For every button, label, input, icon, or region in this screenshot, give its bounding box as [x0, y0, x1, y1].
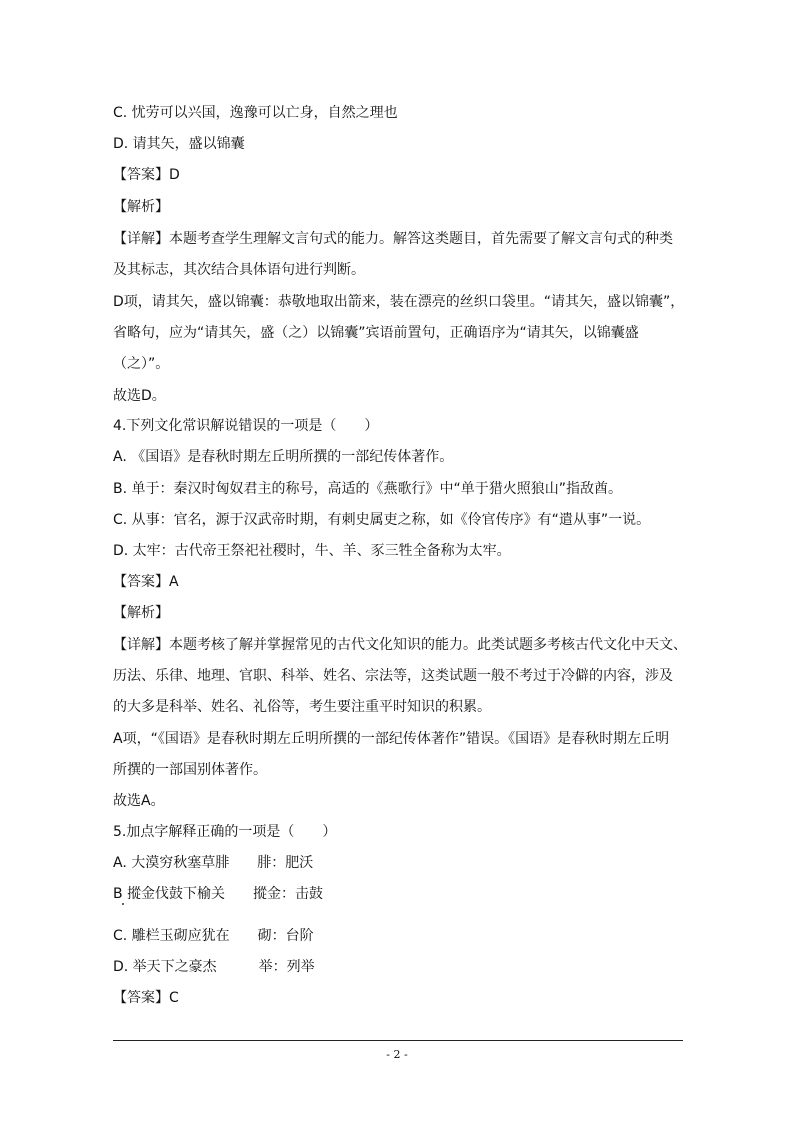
- option-d-q4: D. 太牢：古代帝王祭祀社稷时，牛、羊、豕三牲全备称为太牢。: [113, 543, 511, 559]
- footer-rule: [113, 1040, 683, 1041]
- explanation-q4-line2: 历法、乐律、地理、官职、科举、姓名、宗法等，这类试题一般不考过于冷僻的内容，涉及: [113, 668, 673, 684]
- explanation-q4-line5: 所撰的一部国别体著作。: [113, 762, 267, 778]
- option-b-q5: B 摐金伐鼓下榆关 摐金：击鼓: [113, 886, 324, 902]
- option-b-q4: B. 单于：秦汉时匈奴君主的称号，高适的《燕歌行》中“单于猎火照狼山”指敌酋。: [113, 481, 623, 497]
- option-a-q5: A. 大漠穷秋塞草腓 腓：肥沃: [113, 855, 314, 871]
- option-d-q3: D. 请其矢，盛以锦囊: [113, 136, 245, 152]
- explanation-q3-line4: 省略句，应为“请其矢，盛（之）以锦囊”宾语前置句，正确语序为“请其矢，以锦囊盛: [113, 325, 639, 341]
- option-c-q5: C. 雕栏玉砌应犹在 砌：台阶: [113, 928, 314, 944]
- explanation-q3-line5: （之）”。: [113, 356, 170, 372]
- choice-q4: 故选A。: [113, 793, 165, 809]
- analysis-label-q3: 【解析】: [113, 199, 169, 215]
- explanation-q3-line3: D项，请其矢，盛以锦囊：恭敬地取出箭来，装在漂亮的丝织口袋里。“请其矢，盛以锦囊”，: [113, 294, 685, 310]
- explanation-q4-line4: A项，“《国语》是春秋时期左丘明所撰的一部纪传体著作”错误。《国语》是春秋时期左丘明: [113, 731, 670, 747]
- choice-q3: 故选D。: [113, 388, 166, 404]
- option-c-q4: C. 从事：官名，源于汉武帝时期，有刺史属吏之称，如《伶官传序》有“遣从事”一说。: [113, 512, 651, 528]
- explanation-q3-line2: 及其标志，其次结合具体语句进行判断。: [113, 262, 365, 278]
- answer-q4: 【答案】A: [113, 574, 179, 590]
- analysis-label-q4: 【解析】: [113, 605, 169, 621]
- explanation-q4-line1: 【详解】本题考核了解并掌握常见的古代文化知识的能力。此类试题多考核古代文化中天文、: [113, 637, 687, 653]
- option-c-q3: C. 忧劳可以兴国，逸豫可以亡身，自然之理也: [113, 105, 398, 121]
- question-5: 5.加点字解释正确的一项是（ ）: [113, 824, 337, 840]
- emphasis-dot: [122, 903, 124, 905]
- option-d-q5: D. 举天下之豪杰 举：列举: [113, 959, 315, 975]
- question-4: 4.下列文化常识解说错误的一项是（ ）: [113, 418, 379, 434]
- answer-q5: 【答案】C: [113, 990, 179, 1006]
- explanation-q4-line3: 的大多是科举、姓名、礼俗等，考生要注重平时知识的积累。: [113, 699, 491, 715]
- answer-q3: 【答案】D: [113, 167, 180, 183]
- explanation-q3-line1: 【详解】本题考查学生理解文言句式的能力。解答这类题目，首先需要了解文言句式的种类: [113, 231, 673, 247]
- option-a-q4: A. 《国语》是春秋时期左丘明所撰的一部纪传体著作。: [113, 449, 454, 465]
- page-number: - 2 -: [386, 1048, 408, 1061]
